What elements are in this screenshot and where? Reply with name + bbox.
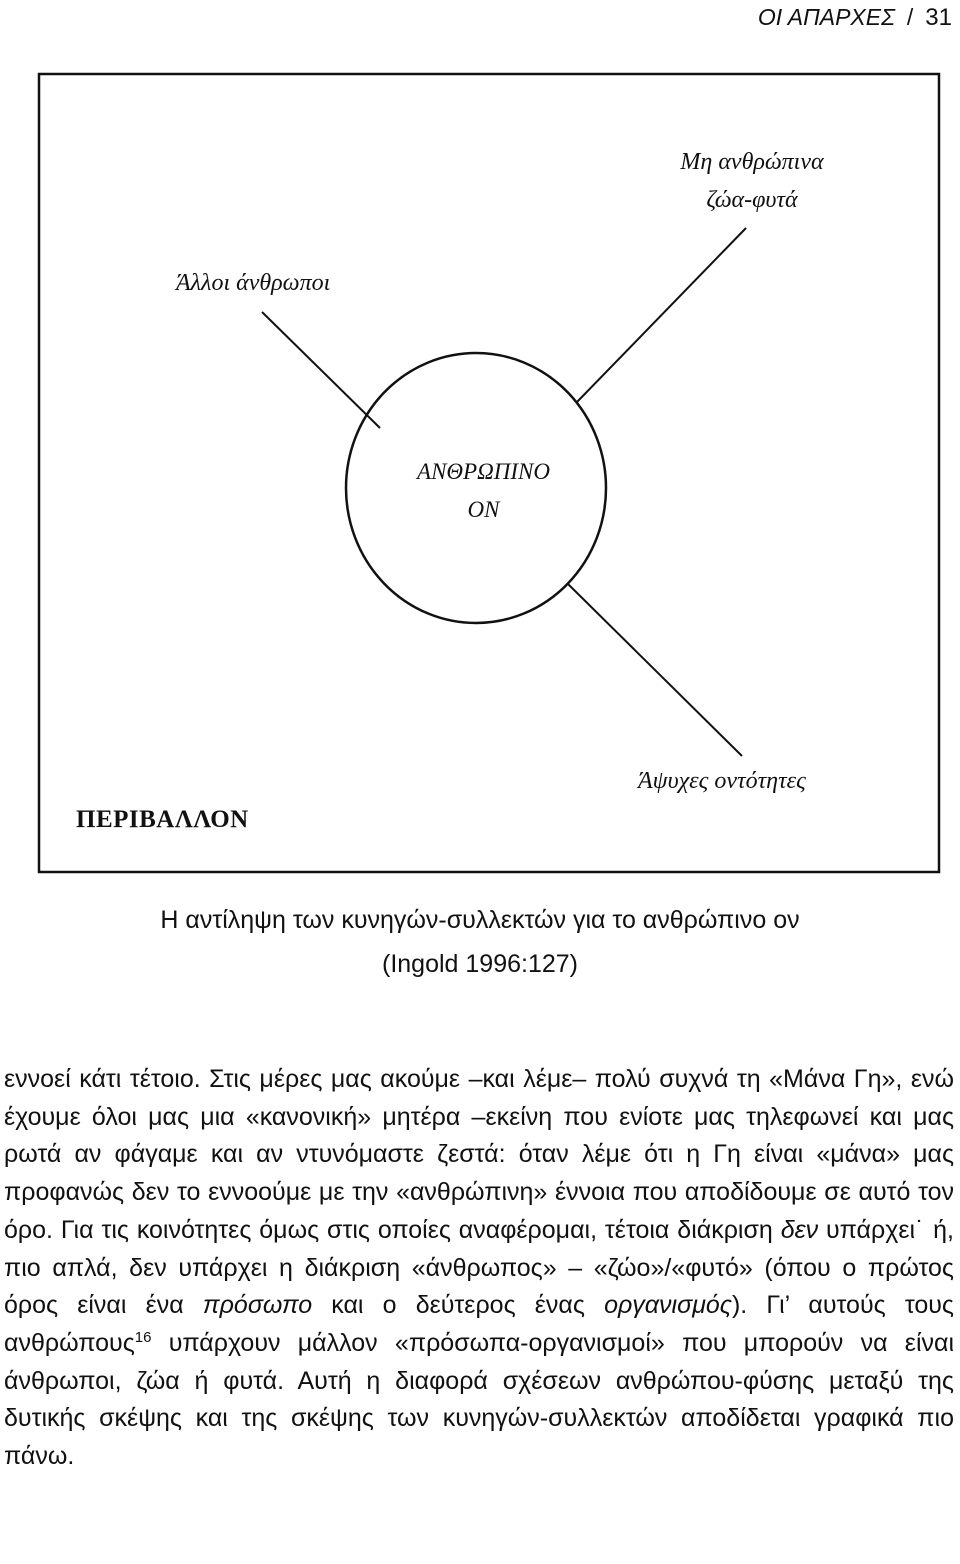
body-paragraph (4, 1061, 954, 1476)
page-number: 31 (925, 4, 952, 31)
chapter-title: ΟΙ ΑΠΑΡΧΕΣ (757, 4, 895, 30)
caption-line2: (Ingold 1996:127) (382, 950, 578, 978)
label-human-line1: ΑΝΘΡΩΠΙΝΟ (417, 459, 550, 484)
footnote-marker[interactable]: 16 (134, 1328, 152, 1346)
connector-inanimate (568, 584, 742, 756)
label-human-being (376, 453, 591, 529)
label-inanimate-entities: Άψυχες οντότητες (638, 768, 806, 794)
emphasis-den: δεν (780, 1215, 819, 1244)
connector-other-humans (262, 312, 380, 428)
label-non-human-line1: Μη ανθρώπινα (680, 149, 824, 175)
paragraph-text (4, 1061, 954, 1476)
label-human-line2: ΟΝ (467, 497, 500, 522)
figure-caption (0, 898, 960, 986)
text-run-1: εννοεί κάτι τέτοιο. Στις μέρες μας ακούμε –και λέμε– πολύ συχνά τη «Μάνα Γη», ενώ έχουμε όλοι μας μια «κανονική» μητέρα –εκείνη που ενίοτε μας τηλεφωνεί και μας ρωτά αν φάγαμε και αν ντυνόμαστε ζεστά: όταν λέμε ότι η Γη είναι «μάνα» μας προφανώς δεν το εννοούμε με την «ανθρώπινη» έννοια που αποδίδουμε σε αυτό τον όρο. Για τις κοινότητες όμως στις οποίες αναφέρομαι, τέτοια διάκριση (4, 1065, 954, 1244)
header-separator: / (906, 4, 914, 30)
emphasis-organismos: οργανισμός (604, 1291, 732, 1320)
text-run-4: ). Γι’ αυτούς τους ανθρώπους (4, 1291, 954, 1357)
connector-animals-plants (577, 228, 746, 402)
text-run-3: και ο δεύτερος ένας (331, 1291, 585, 1320)
label-other-humans: Άλλοι άνθρωποι (176, 270, 331, 296)
caption-line1: Η αντίληψη των κυνηγών-συλλεκτών για το ανθρώπινο ον (160, 906, 800, 934)
emphasis-prosopo: πρόσωπο (202, 1291, 313, 1320)
text-run-5: υπάρχουν μάλλον «πρόσωπα-οργανισμοί» που μπορούν να είναι άνθρωποι, ζώα ή φυτά. Αυτή η διαφορά σχέσεων ανθρώπου-φύσης μεταξύ της δυτικής σκέψης και της σκέψης των κυνηγών-συλλεκτών αποδίδεται γραφικά πιο πάνω. (4, 1328, 955, 1471)
label-non-human-line2: ζώα-φυτά (706, 187, 798, 213)
label-environment: ΠΕΡΙΒΑΛΛΟΝ (76, 806, 249, 833)
label-non-human-animals-plants (662, 143, 842, 219)
text-run-2: υπάρχει˙ ή, πιο απλά, δεν υπάρχει η διάκριση «άνθρωπος» – «ζώο»/«φυτό» (όπου ο πρώτος όρος είναι ένα (4, 1215, 954, 1320)
